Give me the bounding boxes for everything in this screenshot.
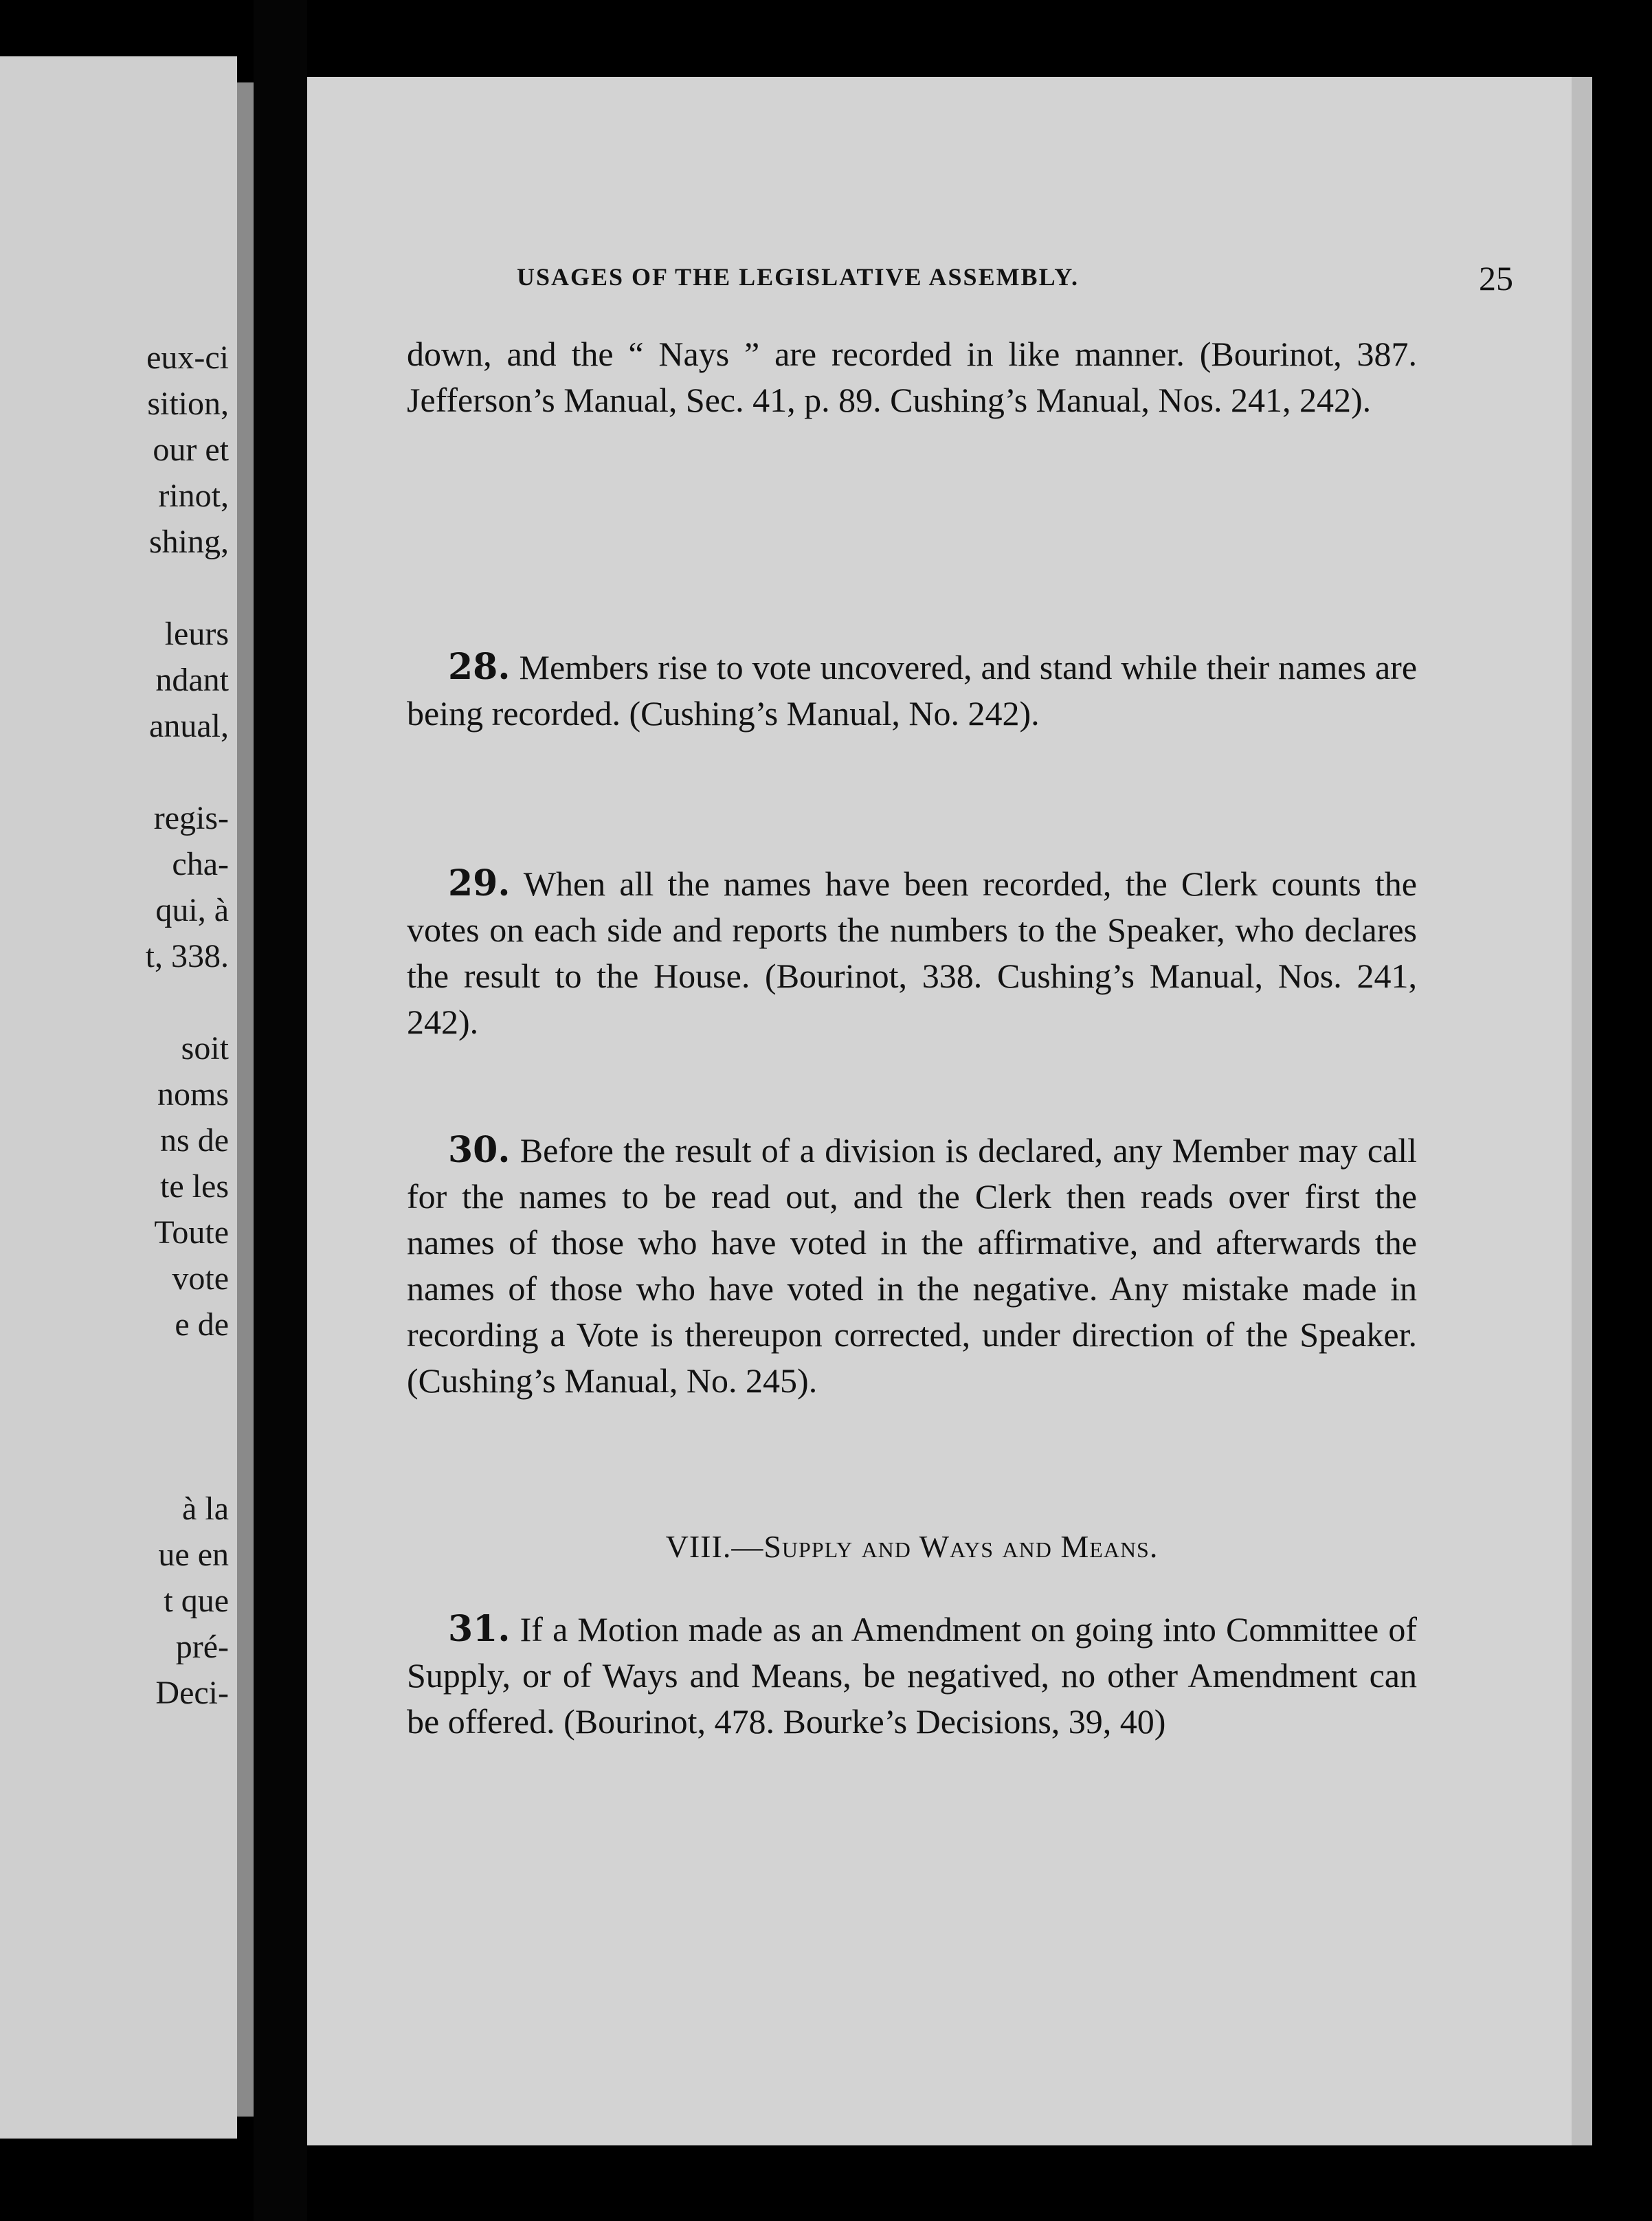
previous-page-line: ns de xyxy=(160,1122,229,1159)
previous-page-line: sition, xyxy=(147,386,229,422)
previous-page-line xyxy=(146,979,229,1025)
previous-page-text xyxy=(146,335,229,1716)
previous-page-line xyxy=(146,1394,229,1440)
previous-page-line: cha- xyxy=(172,846,229,882)
running-title: USAGES OF THE LEGISLATIVE ASSEMBLY. xyxy=(517,263,1079,291)
page-edge xyxy=(1572,77,1592,2145)
rule-30 xyxy=(407,1127,1417,1404)
previous-page-line: vote xyxy=(172,1260,229,1297)
previous-page-line xyxy=(146,1440,229,1486)
rule-number: 31. xyxy=(448,1608,511,1650)
previous-page-line: ndant xyxy=(155,662,229,698)
rule-text: Members rise to vote uncovered, and stand while their names are being recorded. (Cushing’s Manual, No. 242). xyxy=(407,648,1418,733)
rule-text: Before the result of a division is declared, any Member may call for the names to be read out, and the Clerk then reads over first the names of those who have voted in the affirmative, and afterwards the names of those who have voted in the negative. Any mistake made in recording a Vote is thereupon corrected, under direction of the Speaker. (Cushing’s Manual, No. 245). xyxy=(407,1131,1417,1400)
section-heading xyxy=(407,1528,1417,1565)
previous-page-line xyxy=(146,749,229,795)
previous-page-line: regis- xyxy=(153,800,229,836)
previous-page-line: Deci- xyxy=(155,1675,229,1711)
previous-page-line: eux-ci xyxy=(146,339,229,376)
rule-number: 30. xyxy=(448,1129,511,1171)
previous-page-line: noms xyxy=(157,1076,229,1113)
continuation-paragraph xyxy=(407,331,1417,423)
rule-number: 28. xyxy=(448,646,511,688)
previous-page-line: Toute xyxy=(154,1214,229,1251)
previous-page-line: anual, xyxy=(149,708,229,744)
page-gutter xyxy=(254,0,307,2221)
rule-text: If a Motion made as an Amendment on going into Committee of Supply, or of Ways and Means, be negatived, no other Amendment can be offered. (Bourinot, 478. Bourke’s Decisions, 39, 40) xyxy=(407,1610,1418,1741)
rule-28 xyxy=(407,644,1417,737)
previous-page-line xyxy=(146,565,229,611)
section-title: Supply and Ways and Means. xyxy=(763,1529,1159,1564)
rule-29 xyxy=(407,860,1417,1045)
section-number: VIII.— xyxy=(665,1529,764,1564)
previous-page-line: te les xyxy=(160,1168,229,1205)
rule-text: When all the names have been recorded, the Clerk counts the votes on each side and reports the numbers to the Speaker, who declares the result to the House. (Bourinot, 338. Cushing’s Manual, Nos. 241, 242). xyxy=(407,864,1417,1041)
previous-page-line: pré- xyxy=(175,1629,229,1665)
previous-page-line xyxy=(146,1348,229,1394)
previous-page-line: shing, xyxy=(148,524,229,560)
previous-page-fragment xyxy=(0,56,237,2139)
previous-page-line: t, 338. xyxy=(145,938,229,974)
running-header xyxy=(517,259,1592,298)
previous-page-line: à la xyxy=(182,1491,229,1527)
book-page xyxy=(307,77,1592,2145)
previous-page-line: soit xyxy=(181,1030,229,1067)
previous-page-line: e de xyxy=(175,1306,229,1343)
previous-page-line: qui, à xyxy=(155,892,229,928)
previous-page-line: leurs xyxy=(164,616,229,652)
previous-page-line: t que xyxy=(164,1583,229,1619)
book-spine xyxy=(237,82,254,2117)
previous-page-line: ue en xyxy=(158,1537,229,1573)
previous-page-line: rinot, xyxy=(158,478,229,514)
previous-page-line: our et xyxy=(153,432,229,468)
rule-number: 29. xyxy=(448,862,511,904)
rule-31 xyxy=(407,1606,1417,1745)
continuation-text: down, and the “ Nays ” are recorded in like manner. (Bourinot, 387. Jefferson’s Manual, Sec. 41, p. 89. Cushing’s Manual, Nos. 241, 242). xyxy=(407,335,1417,419)
page-number: 25 xyxy=(1479,259,1513,298)
